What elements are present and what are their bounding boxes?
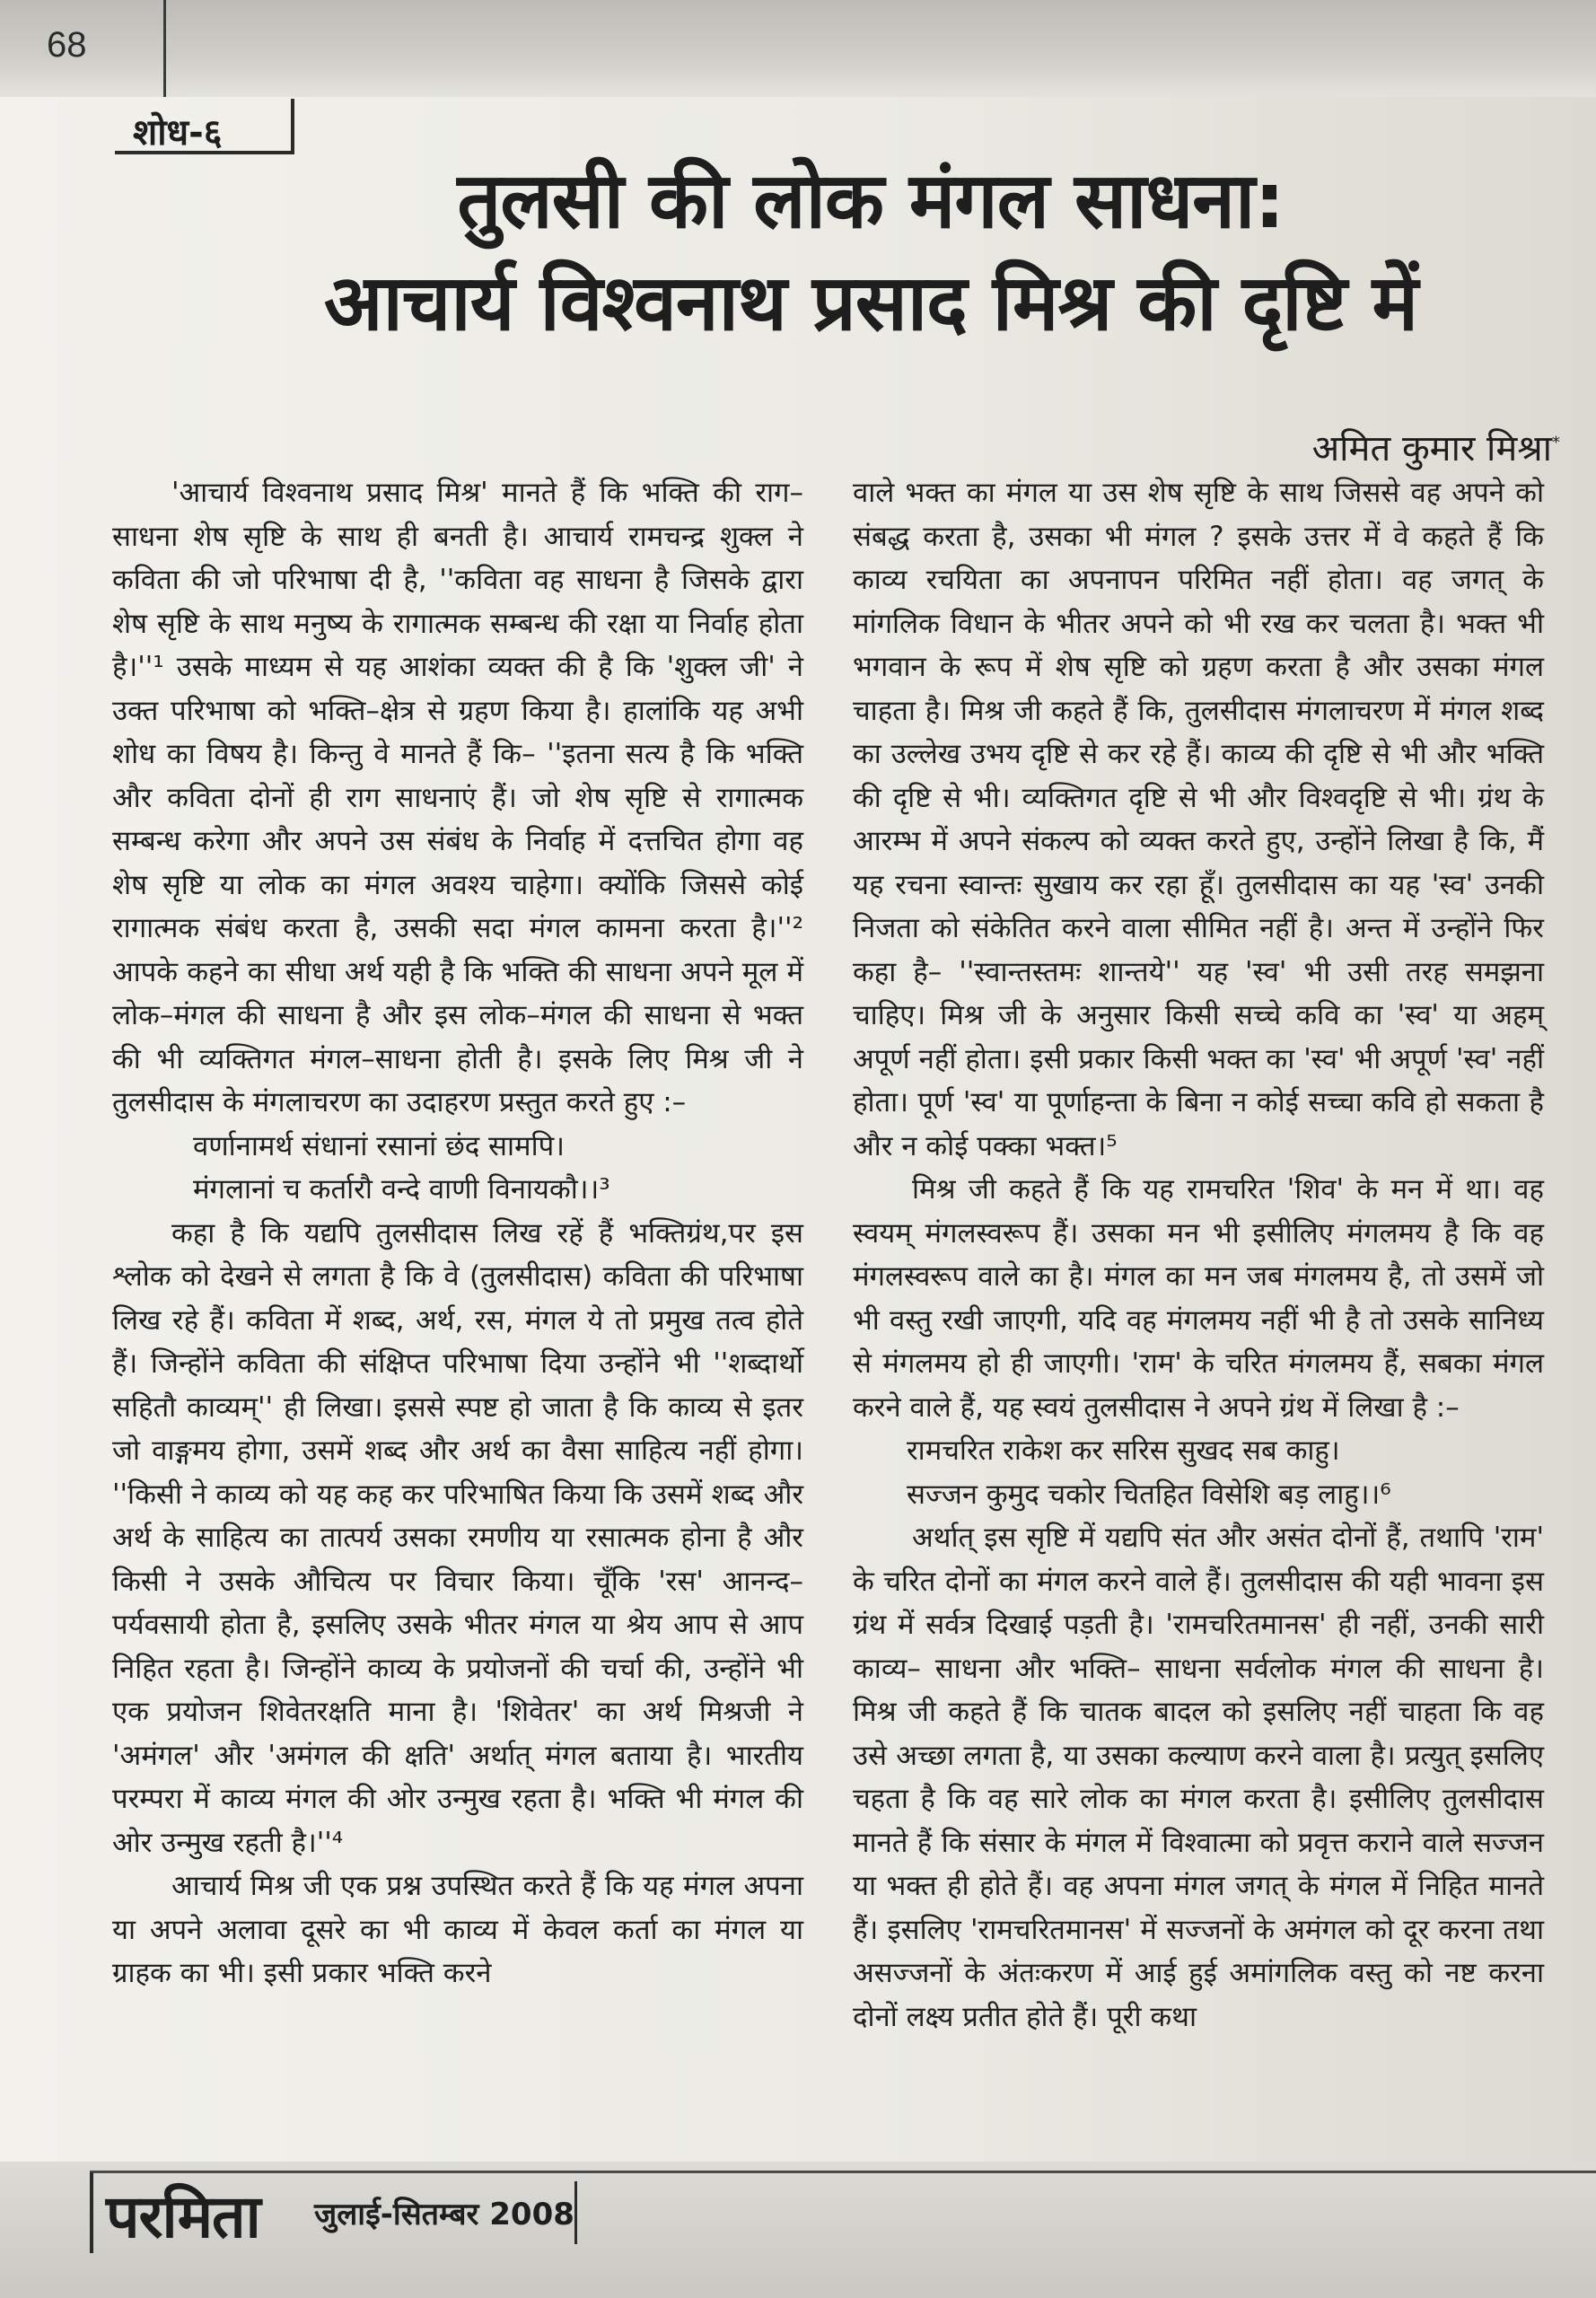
paragraph: अर्थात् इस सृष्टि में यद्यपि संत और असंत दोनों हैं, तथापि 'राम' के चरित दोनों का मंगल करने वाले हैं। तुलसीदास की यही भावना इस ग्रंथ में सर्वत्र दिखाई पड़ती है। 'रामचरितमानस' ही नहीं, उनकी सारी काव्य– साधना और भक्ति– साधना सर्वलोक मंगल की साधना है। मिश्र जी कहते हैं कि चातक बादल को इसलिए नहीं चाहता कि वह उसे अच्छा लगता है, या उसका कल्याण करने वाला है। प्रत्युत् इसलिए चहता है कि वह सारे लोक का मंगल करता है। इसीलिए तुलसीदास मानते हैं कि संसार के मंगल में विश्वात्मा को प्रवृत्त कराने वाले सज्जन या भक्त ही होते हैं। वह अपना मंगल जगत् के मंगल में निहित मानते हैं। इसलिए 'रामचरितमानस' में सज्जनों के अमंगल को दूर करना तथा असज्जनों के अंतःकरण में आई हुई अमांगलिक वस्तु को नष्ट करना दोनों लक्ष्य प्रतीत होते हैं। पूरी कथा bbox=[853, 1522, 1544, 2033]
issue-date: जुलाई-सितम्बर 2008 bbox=[314, 2197, 574, 2232]
section-tag: शोध-६ bbox=[115, 99, 294, 154]
header-band bbox=[0, 0, 1596, 97]
right-column bbox=[853, 471, 1544, 2039]
page-number: 68 bbox=[47, 25, 87, 65]
verse-line: मंगलानां च कर्तारौ वन्दे वाणी विनायकौ।।³ bbox=[193, 1173, 610, 1206]
footer-rule bbox=[90, 2171, 1596, 2173]
paragraph: आचार्य मिश्र जी एक प्रश्न उपस्थित करते हैं कि यह मंगल अपना या अपने अलावा दूसरे का भी काव्य में केवल कर्ता का मंगल या ग्राहक का भी। इसी प्रकार भक्ति करने bbox=[112, 1870, 803, 1989]
author-footnote-marker: * bbox=[1552, 433, 1560, 452]
footer-left-bar bbox=[90, 2172, 93, 2253]
paragraph: वाले भक्त का मंगल या उस शेष सृष्टि के साथ जिससे वह अपने को संबद्ध करता है, उसका भी मंगल ? इसके उत्तर में वे कहते हैं कि काव्य रचयिता का अपनापन परिमित नहीं होता। वह जगत् के मांगलिक विधान के भीतर अपने को भी रख कर चलता है। भक्त भी भगवान के रूप में शेष सृष्टि को ग्रहण करता है और उसका मंगल चाहता है। मिश्र जी कहते हैं कि, तुलसीदास मंगलाचरण में मंगल शब्द का उल्लेख उभय दृष्टि से कर रहे हैं। काव्य की दृष्टि से भी और भक्ति की दृष्टि से भी। व्यक्तिगत दृष्टि से भी और विश्वदृष्टि से भी। ग्रंथ के आरम्भ में अपने संकल्प को व्यक्त करते हुए, उन्होंने लिखा है कि, मैं यह रचना स्वान्तः सुखाय कर रहा हूँ। तुलसीदास का यह 'स्व' उनकी निजता को संकेतित करने वाला सीमित नहीं है। अन्त में उन्होंने फिर कहा है– ''स्वान्तस्तमः शान्तये'' यह 'स्व' भी उसी तरह समझना चाहिए। मिश्र जी के अनुसार किसी सच्चे कवि का 'स्व' या अहम् अपूर्ण नहीं होता। इसी प्रकार किसी भक्त का 'स्व' भी अपूर्ण 'स्व' नहीं होता। पूर्ण 'स्व' या पूर्णाहन्ता के बिना न कोई सच्चा कवि हो सकता है और न कोई पक्का भक्त।⁵ bbox=[853, 477, 1544, 1162]
article-title-line-2: आचार्य विश्वनाथ प्रसाद मिश्र की दृष्टि में bbox=[323, 259, 1418, 348]
paragraph: मिश्र जी कहते हैं कि यह रामचरित 'शिव' के मन में था। वह स्वयम् मंगलस्वरूप हैं। उसका मन भी इसीलिए मंगलमय है कि वह मंगलस्वरूप वाले का है। मंगल का मन जब मंगलमय है, तो उसमें जो भी वस्तु रखी जाएगी, यदि वह मंगलमय नहीं भी है तो उसके सानिध्य से मंगलमय हो ही जाएगी। 'राम' के चरित मंगलमय हैं, सबका मंगल करने वाले हैं, यह स्वयं तुलसीदास ने अपने ग्रंथ में लिखा है :– bbox=[853, 1173, 1544, 1424]
header-divider bbox=[163, 0, 166, 97]
left-column bbox=[112, 471, 803, 1995]
footer-right-bar bbox=[574, 2181, 577, 2244]
paragraph: कहा है कि यद्यपि तुलसीदास लिख रहें हैं भक्तिग्रंथ,पर इस श्लोक को देखने से लगता है कि वे (तुलसीदास) कविता की परिभाषा लिख रहे हैं। कविता में शब्द, अर्थ, रस, मंगल ये तो प्रमुख तत्व होते हैं। जिन्होंने कविता की संक्षिप्त परिभाषा दिया उन्होंने भी ''शब्दार्थो सहितौ काव्यम्'' ही लिखा। इससे स्पष्ट हो जाता है कि काव्य से इतर जो वाङ्गमय होगा, उसमें शब्द और अर्थ का वैसा साहित्य नहीं होगा। ''किसी ने काव्य को यह कह कर परिभाषित किया कि उसमें शब्द और अर्थ के साहित्य का तात्पर्य उसका रमणीय या रसात्मक होना है और किसी ने उसके औचित्य पर विचार किया। चूँकि 'रस' आनन्द–पर्यवसायी होता है, इसलिए उसके भीतर मंगल या श्रेय आप से आप निहित रहता है। जिन्होंने काव्य के प्रयोजनों की चर्चा की, उन्होंने भी एक प्रयोजन शिवेतरक्षति माना है। 'शिवेतर' का अर्थ मिश्रजी ने 'अमंगल' और 'अमंगल की क्षति' अर्थात् मंगल बताया है। भारतीय परम्परा में काव्य मंगल की ओर उन्मुख रहता है। भक्ति भी मंगल की ओर उन्मुख रहती है।''⁴ bbox=[112, 1216, 803, 1859]
author-byline bbox=[1312, 422, 1560, 471]
author-name: अमित कुमार मिश्रा bbox=[1311, 428, 1552, 469]
magazine-name: परमिता bbox=[106, 2181, 260, 2251]
article-title-line-1: तुलसी की लोक मंगल साधना: bbox=[457, 156, 1285, 246]
paragraph: 'आचार्य विश्वनाथ प्रसाद मिश्र' मानते हैं कि भक्ति की राग–साधना शेष सृष्टि के साथ ही बनती है। आचार्य रामचन्द्र शुक्ल ने कविता की जो परिभाषा दी है, ''कविता वह साधना है जिसके द्वारा शेष सृष्टि के साथ मनुष्य के रागात्मक सम्बन्ध की रक्षा या निर्वाह होता है।''¹ उसके माध्यम से यह आशंका व्यक्त की है कि 'शुक्ल जी' ने उक्त परिभाषा को भक्ति–क्षेत्र से ग्रहण किया है। हालांकि यह अभी शोध का विषय है। किन्तु वे मानते हैं कि– ''इतना सत्य है कि भक्ति और कविता दोनों ही राग साधनाएं हैं। जो शेष सृष्टि से रागात्मक सम्बन्ध करेगा और अपने उस संबंध के निर्वाह में दत्तचित होगा वह शेष सृष्टि या लोक का मंगल अवश्य चाहेगा। क्योंकि जिससे कोई रागात्मक संबंध करता है, उसकी सदा मंगल कामना करता है।''² आपके कहने का सीधा अर्थ यही है कि भक्ति की साधना अपने मूल में लोक–मंगल की साधना है और इस लोक–मंगल की साधना से भक्त की भी व्यक्तिगत मंगल–साधना होती है। इसके लिए मिश्र जी ने तुलसीदास के मंगलाचरण का उदाहरण प्रस्तुत करते हुए :– bbox=[112, 477, 803, 1118]
verse-line: रामचरित राकेश कर सरिस सुखद सब काहु। bbox=[907, 1434, 1340, 1467]
verse-line: वर्णानामर्थ संधानां रसानां छंद सामपि। bbox=[193, 1129, 565, 1162]
verse-line: सज्जन कुमुद चकोर चितहित विसेशि बड़ लाहु।।⁶ bbox=[907, 1478, 1391, 1511]
